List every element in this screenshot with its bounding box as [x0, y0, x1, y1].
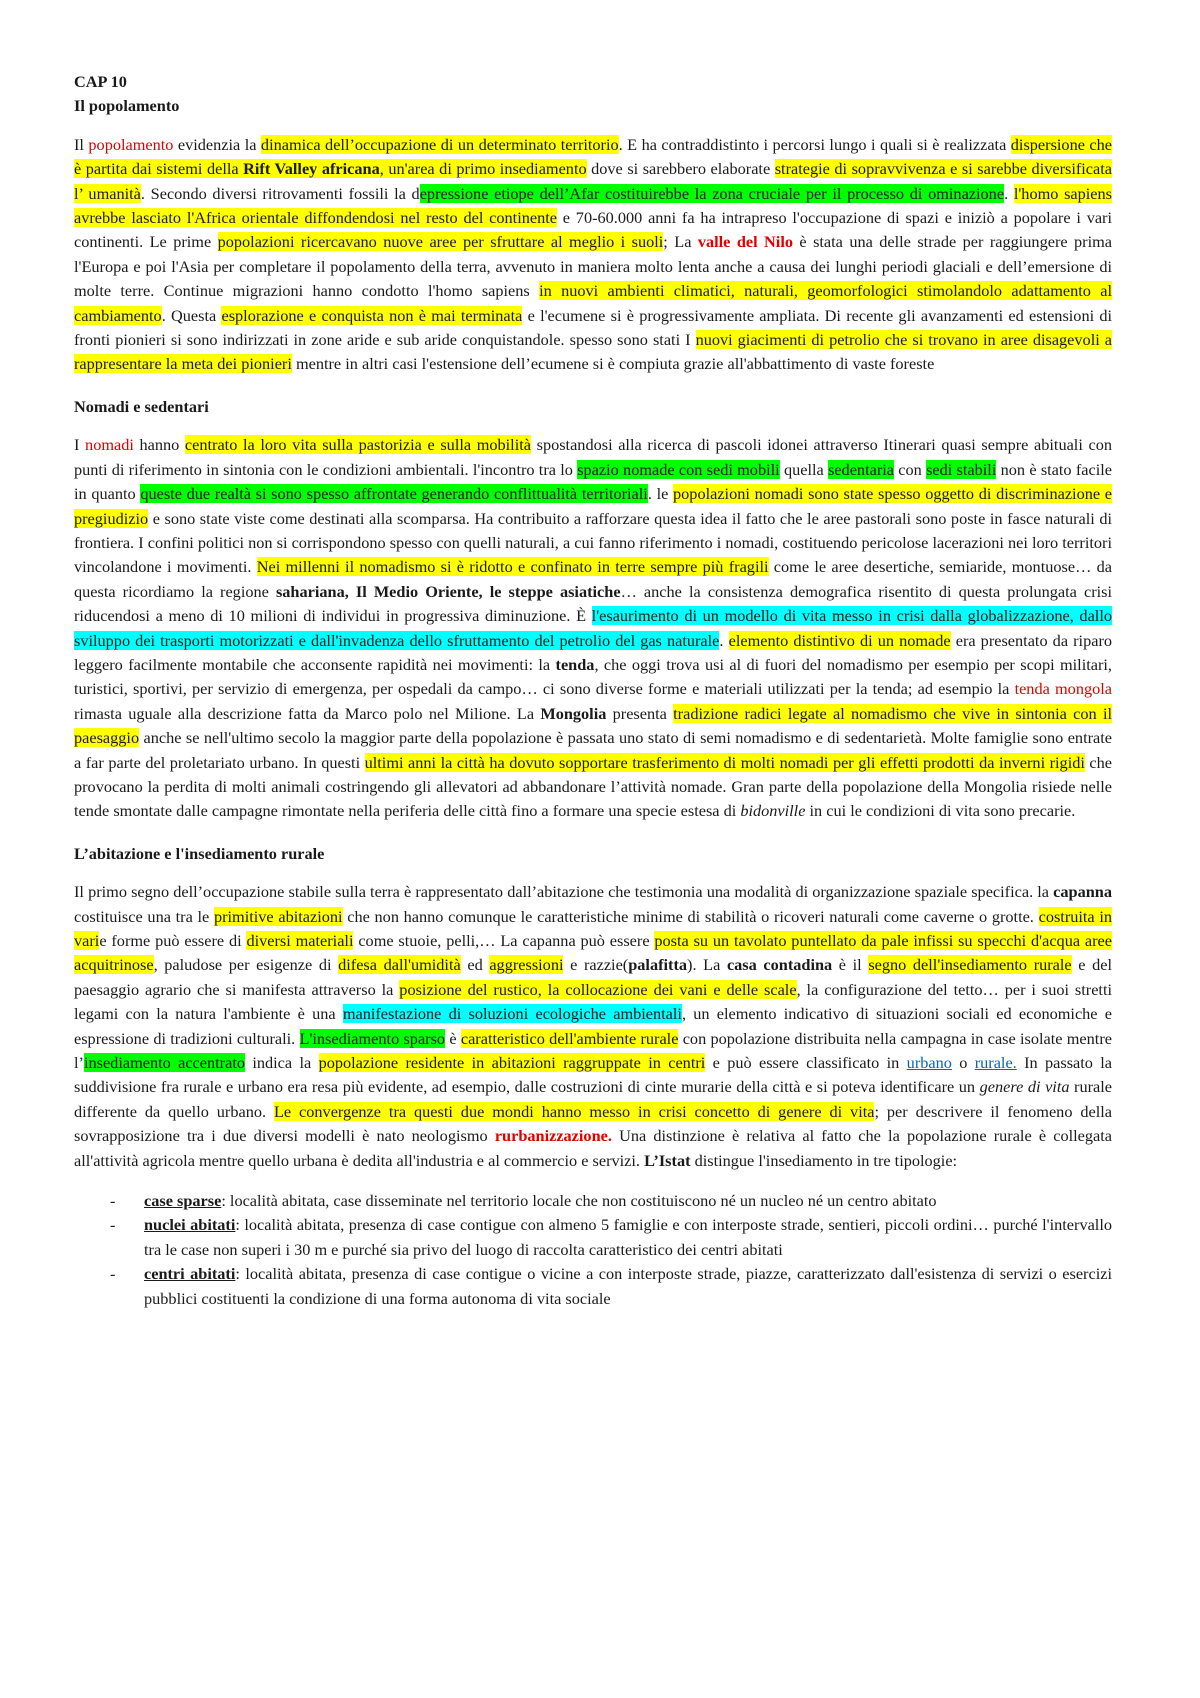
- highlight-yellow: segno dell'insediamento rurale: [868, 955, 1072, 975]
- highlight-yellow: primitive abitazioni: [213, 906, 343, 926]
- highlight-yellow: dinamica dell’occupazione di un determinato territorio: [260, 134, 619, 154]
- highlight-yellow: elemento distintivo di un nomade: [728, 630, 951, 650]
- keyword-nomadi: nomadi: [85, 435, 134, 455]
- list-item: [74, 1189, 1112, 1213]
- text-run: … anche la consistenza demografica risentito di questa prolungata crisi riducendosi a meno di 10 milioni di individui in progressiva diminuzione. È: [74, 581, 1113, 626]
- text-run: . le: [647, 484, 674, 504]
- section-heading-abitazione: L’abitazione e l'insediamento rurale: [74, 843, 325, 863]
- keyword-tenda: tenda: [555, 654, 595, 674]
- highlight-yellow: popolazioni ricercavano nuove aree per sfruttare al meglio i suoli: [217, 232, 664, 252]
- highlight-yellow: l'homo sapiens avrebbe lasciato l'Africa orientale diffondendosi nel resto del continente: [74, 183, 1113, 228]
- text-run: costituisce una tra le: [74, 906, 214, 926]
- link-rurale[interactable]: rurale.: [974, 1053, 1017, 1073]
- text-run: , un elemento indicativo di situazioni sociali ed economiche e espressione di tradizioni culturali.: [74, 1004, 1113, 1048]
- list-dash: -: [110, 1264, 116, 1284]
- text-run: In passato la suddivisione fra rurale e urbano era resa più evidente, ad esempio, dalle costruzioni di cinte murarie della città e si poteva identificare un: [74, 1053, 1113, 1097]
- text-run: e l'ecumene si è progressivamente ampliata. Di recente gli avanzamenti ed estensioni di fronti pionieri si sono indirizzati in zone aride e sub aride conquistandole. spesso sono stati I: [74, 305, 1113, 350]
- term-centri-abitati: centri abitati: [144, 1264, 236, 1284]
- term-case-sparse: case sparse: [144, 1191, 222, 1211]
- text-run: I: [74, 435, 86, 455]
- nomadi-paragraph: [74, 433, 1112, 824]
- text-run: e può essere classificato in: [705, 1053, 907, 1073]
- keyword-genere-di-vita: genere di vita: [979, 1077, 1070, 1097]
- text-run: in cui le condizioni di vita sono precarie.: [805, 801, 1076, 821]
- text-run: che provocano la perdita di molti animali costringendo gli allevatori ad abbandonare l’attività nomade. Gran parte della popolazione della Mongolia risiede nelle tende smontate dalle campagne rimontate nella periferia delle città fino a formare una specie estesa di: [74, 752, 1112, 821]
- text-run: e razzie(: [563, 955, 629, 975]
- keyword-rift-valley: Rift Valley africana: [243, 159, 380, 179]
- document-page: [74, 70, 1112, 1311]
- keyword-capanna: capanna: [1053, 882, 1112, 902]
- keyword-tenda-mongola: tenda mongola: [1014, 679, 1112, 699]
- keyword-istat: L’Istat: [644, 1150, 691, 1170]
- text-run: dove si sarebbero elaborate: [586, 159, 775, 179]
- text-run: . E ha contraddistinto i percorsi lungo i quali si è realizzata: [618, 134, 1011, 154]
- highlight-yellow: difesa dall'umidità: [338, 955, 461, 975]
- text-run: Una distinzione è relativa al fatto che la popolazione rurale è collegata all'attività agricola mentre quello urbana è dedita all'industria e al commercio e servizi.: [74, 1126, 1112, 1170]
- text-run: .: [719, 630, 729, 650]
- highlight-green: queste due realtà si sono spesso affrontate generando conflittualità territoriali: [140, 484, 648, 504]
- text-run: rurale differente da quello urbano.: [74, 1077, 1113, 1121]
- text-run: , che oggi trova usi al di fuori del nomadismo per esempio per scopi militari, turistici, sportivi, per servizio di emergenza, per ospedali da campo… ci sono diverse forme e materiali utilizzati per la tenda; ad esempio la: [74, 654, 1112, 699]
- highlight-yellow: popolazioni nomadi sono state spesso oggetto di discriminazione e pregiudizio: [74, 484, 1112, 528]
- highlight-green: insediamento accentrato: [83, 1053, 245, 1073]
- text-run: è il: [832, 955, 869, 975]
- highlight-cyan: l'esaurimento di un modello di vita messo in crisi dalla globalizzazione, dallo sviluppo dei trasporti motorizzati e dall'invadenza dello sfruttamento del petrolio del gas naturale: [74, 606, 1112, 650]
- text-run: con popolazione distribuita nella campagna in case isolate mentre l’: [74, 1028, 1112, 1073]
- highlight-yellow: posta su un tavolato puntellato da pale infissi su specchi d'acqua aree acquitrinose: [74, 931, 1112, 975]
- tipologie-list: [74, 1189, 1112, 1311]
- text-run: e forme può essere di: [99, 931, 247, 950]
- text-run: spostandosi alla ricerca di pascoli idonei attraverso Itinerari quasi sempre abituali con punti di riferimento in sintonia con le condizioni ambientali. l'incontro tra lo: [74, 435, 1112, 479]
- text-run: ed: [460, 955, 490, 975]
- text-run: mentre in altri casi l'estensione dell’ecumene si è compiuta grazie all'abbattimento di vaste foreste: [291, 354, 935, 374]
- highlight-yellow: popolazione residente in abitazioni raggruppate in centri: [318, 1053, 706, 1073]
- text-run: .: [1004, 183, 1014, 203]
- text-run: , paludose per esigenze di: [153, 955, 339, 975]
- text-run: ; La: [663, 232, 698, 252]
- text-run: quella: [779, 459, 828, 479]
- abitazione-paragraph: [74, 880, 1112, 1173]
- text-run: anche se nell'ultimo secolo la maggior parte della popolazione è passata uno stato di semi nomadismo e di sedentarietà. Molte famiglie sono entrate a far parte del proletariato urbano. In questi: [74, 728, 1112, 772]
- text-run: non è stato facile in quanto: [74, 459, 1112, 504]
- keyword-valle-del-nilo: valle del Nilo: [697, 232, 793, 252]
- text-run: . Questa: [161, 305, 222, 325]
- highlight-yellow: esplorazione e conquista non è mai terminata: [221, 305, 523, 325]
- text-run: hanno: [133, 435, 185, 455]
- highlight-green: spazio nomade con sedi mobili: [577, 459, 780, 479]
- term-nuclei-abitati: nuclei abitati: [144, 1215, 236, 1235]
- list-item: [74, 1213, 1112, 1262]
- chapter-number: CAP 10: [74, 72, 127, 91]
- text-run: . Secondo diversi ritrovamenti fossili la d: [140, 183, 420, 203]
- text-run: indica la: [245, 1053, 319, 1073]
- highlight-yellow: diversi materiali: [246, 931, 354, 950]
- list-dash: -: [110, 1191, 116, 1211]
- text-run: evidenzia la: [173, 134, 261, 154]
- highlight-yellow: nuovi giacimenti di petrolio che si trovano in aree disagevoli a rappresentare la meta dei pionieri: [74, 330, 1112, 374]
- text-run: è: [445, 1028, 461, 1048]
- keyword-popolamento: popolamento: [88, 134, 174, 154]
- text-run: dispersione che è partita dai sistemi della: [74, 134, 1112, 179]
- text-run: come stuoie, pelli,… La capanna può essere: [353, 931, 655, 950]
- highlight-green: L'insediamento sparso: [299, 1028, 446, 1048]
- text-run: con: [894, 459, 927, 479]
- text-run: è stata una delle strade per raggiungere prima l'Europa e poi l'Asia per completare il popolamento della terra, avvenuto in maniera molto lenta anche a causa dei lunghi periodi glaciali e dell’emersione di molte terre. Continue migrazioni hanno condotto l'homo sapiens: [74, 232, 1112, 301]
- keyword-regioni: sahariana, Il Medio Oriente, le steppe asiatiche: [275, 581, 621, 601]
- text-run: e sono state viste come destinati alla scomparsa. Ha contribuito a rafforzare questa idea il fatto che le aree pastorali sono poste in fasce naturali di frontiera. I confini politici non si corrispondono spesso con quelli naturali, a cui fanno riferimento i nomadi, costituendo pericolose lacerazioni nei loro territori vincolandone i movimenti.: [74, 508, 1112, 577]
- term-description: : località abitata, case disseminate nel territorio locale che non costituiscono né un nucleo né un centro abitato: [221, 1191, 937, 1211]
- list-item: [74, 1262, 1112, 1311]
- keyword-rurbanizzazione: rurbanizzazione.: [494, 1126, 612, 1146]
- text-run: era presentato da riparo leggero facilmente montabile che acconsente rapidità nei movimenti: la: [74, 630, 1113, 674]
- highlight-yellow: Nei millenni il nomadismo si è ridotto e confinato in terre sempre più fragili: [256, 557, 769, 577]
- highlight-yellow: costruita in vari: [74, 906, 1113, 950]
- text-run: e 70-60.000 anni fa ha intrapreso l'occupazione di spazi e iniziò a popolare i vari continenti. Le prime: [74, 208, 1113, 252]
- section-heading-nomadi: Nomadi e sedentari: [74, 396, 209, 416]
- text-run: Il primo segno dell’occupazione stabile sulla terra è rappresentato dall’abitazione che testimonia una modalità di organizzazione spaziale specifica. la: [74, 882, 1054, 902]
- text-run: Il: [74, 134, 89, 154]
- text-run: che non hanno comunque le caratteristiche minime di stabilità o ricoveri naturali come caverne o grotte.: [342, 906, 1039, 926]
- text-run: rimasta uguale alla descrizione fatta da Marco polo nel Milione. La: [74, 703, 541, 723]
- text-run: ). La: [687, 955, 727, 975]
- page-title: Il popolamento: [74, 96, 180, 116]
- keyword-casa-contadina: casa contadina: [726, 955, 833, 975]
- highlight-green: sedi stabili: [926, 459, 997, 479]
- highlight-green: epressione etiope dell’Afar costituirebbe la zona cruciale per il processo di ominazione: [419, 183, 1005, 203]
- term-description: : località abitata, presenza di case contigue con almeno 5 famiglie e con interposte strade, sentieri, piccoli ordini… purché l'intervallo tra le case non superi i 30 m e purché sia privo del luogo di raccolta caratteristico dei centri abitati: [144, 1215, 1112, 1259]
- highlight-yellow: tradizione radici legate al nomadismo che vive in sintonia con il paesaggio: [74, 703, 1112, 748]
- text-run: e del paesaggio agrario che si manifesta attraverso la: [74, 955, 1113, 999]
- highlight-yellow: caratteristico dell'ambiente rurale: [460, 1028, 679, 1048]
- highlight-yellow: aggressioni: [489, 955, 564, 975]
- highlight-green: sedentaria: [828, 459, 894, 479]
- highlight-yellow: centrato la loro vita sulla pastorizia e sulla mobilità: [184, 435, 531, 455]
- text-run: o: [951, 1053, 975, 1073]
- highlight-yellow: in nuovi ambienti climatici, naturali, geomorfologici stimolandolo adattamento al cambiamento: [74, 281, 1112, 325]
- text-run: presenta: [606, 703, 674, 723]
- keyword-palafitta: palafitta: [628, 955, 688, 975]
- intro-paragraph: [74, 133, 1112, 377]
- highlight-yellow: Le convergenze tra questi due mondi hanno messo in crisi concetto di genere di vita: [273, 1101, 875, 1121]
- text-run: , la configurazione del tetto… per i suoi stretti legami con la natura l'ambiente è una: [74, 979, 1112, 1024]
- keyword-bidonville: bidonville: [740, 801, 806, 821]
- text-run: ; per descrivere il fenomeno della sovrapposizione tra i due diversi modelli è nato neologismo: [74, 1101, 1113, 1146]
- term-description: : località abitata, presenza di case contigue o vicine a con interposte strade, piazze, caratterizzato dall'esistenza di servizi o esercizi pubblici costituenti la condizione di una forma autonoma di vita sociale: [144, 1264, 1112, 1308]
- list-dash: -: [110, 1215, 116, 1235]
- keyword-mongolia: Mongolia: [540, 703, 607, 723]
- text-run: , un'area di primo insediamento: [379, 159, 587, 179]
- highlight-yellow: posizione del rustico, la collocazione dei vani e delle scale: [399, 979, 797, 999]
- highlight-cyan: manifestazione di soluzioni ecologiche ambientali: [342, 1004, 682, 1024]
- highlight-yellow: ultimi anni la città ha dovuto sopportare trasferimento di molti nomadi per gli effetti prodotti da inverni rigidi: [364, 752, 1085, 772]
- highlight-yellow: strategie di sopravvivenza e si sarebbe diversificata l’ umanità: [74, 159, 1113, 203]
- link-urbano[interactable]: urbano: [906, 1053, 952, 1073]
- text-run: distingue l'insediamento in tre tipologie:: [690, 1150, 958, 1170]
- text-run: come le aree desertiche, semiaride, montuose… da questa ricordiamo la regione: [74, 557, 1113, 601]
